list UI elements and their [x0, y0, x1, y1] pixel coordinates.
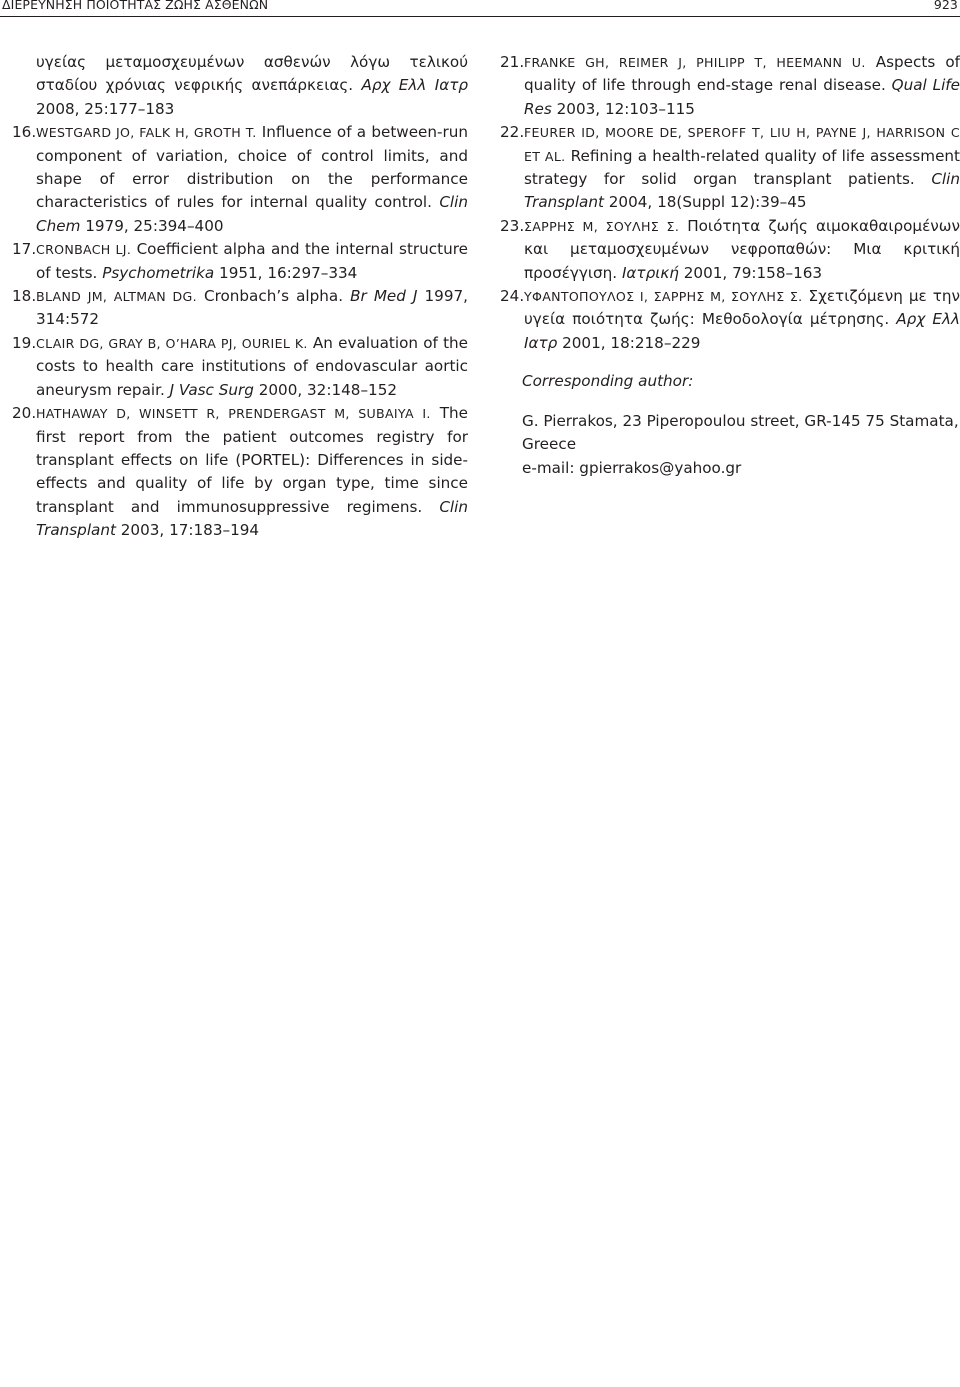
reference-15-continuation: υγείας μεταμοσχευμένων ασθενών λόγω τελικού σταδίου χρόνιας νεφρικής ανεπάρκειας. Αρχ Ελλ Ιατρ 2008, 25:177–183 [36, 53, 468, 118]
reference-title: Σχετιζόμενη με την υγεία ποιότητα ζωής: Μεθοδολογία μέτρησης. [524, 287, 960, 329]
journal-title: Αρχ Ελλ Ιατρ [361, 76, 468, 95]
reference-details: 2003, 12:103–115 [551, 99, 695, 118]
correspondence-address: G. Pierrakos, 23 Piperopoulou street, GR-145 75 Stamata, Greece [522, 411, 959, 454]
running-title: ΔΙΕΡΕΥΝΗΣΗ ΠΟΙΟΤΗΤΑΣ ΖΩΗΣ ΑΣΘΕΝΩΝ [2, 0, 269, 12]
reference-title: Ποιότητα ζωής αιμοκαθαιρομένων και μεταμοσχευμένων νεφροπαθών: Μια κριτική προσέγγιση. [524, 216, 960, 282]
journal-title: J Vasc Surg [169, 380, 254, 399]
reference-title: Influence of a between-run component of variation, choice of control limits, and shape of error distribution on the performance characteristics of rules for internal quality control. [36, 123, 468, 212]
reference-number: 20. [12, 404, 37, 423]
reference-18 [12, 285, 468, 332]
reference-22 [500, 121, 960, 215]
reference-authors: ΣΑΡΡΗΣ Μ, ΣΟΥΛΗΣ Σ. [524, 218, 680, 234]
reference-number: 17. [12, 240, 37, 259]
reference-authors: ΥΦΑΝΤΟΠΟΥΛΟΣ Ι, ΣΑΡΡΗΣ Μ, ΣΟΥΛΗΣ Σ. [524, 289, 803, 305]
reference-number: 18. [12, 287, 37, 306]
reference-details: 1979, 25:394–400 [80, 216, 224, 235]
reference-authors: BLAND JM, ALTMAN DG. [36, 289, 197, 305]
reference-details: 2003, 17:183–194 [115, 521, 260, 540]
reference-number: 24. [500, 287, 525, 306]
reference-number: 16. [12, 123, 37, 142]
reference-title: An evaluation of the costs to health care institutions of endovascular aortic aneurysm repair. [36, 333, 468, 399]
reference-16 [12, 121, 468, 238]
reference-authors: CRONBACH LJ. [36, 242, 132, 258]
reference-number: 22. [500, 123, 525, 142]
reference-21 [500, 51, 960, 121]
correspondence-heading: Corresponding author: [522, 372, 694, 391]
reference-details: 2004, 18(Suppl 12):39–45 [603, 193, 807, 212]
reference-number: 19. [12, 333, 37, 352]
reference-details: 1997, 314:572 [36, 287, 468, 329]
reference-authors: HATHAWAY D, WINSETT R, PRENDERGAST M, SUBAIYA I. [36, 406, 431, 422]
reference-authors: FRANKE GH, REIMER J, PHILIPP T, HEEMANN U. [524, 55, 866, 70]
journal-title: Qual Life Res [524, 76, 960, 118]
reference-title: The first report from the patient outcomes registry for transplant effects on life (PORTEL): Differences in side-effects and quality of life by organ type, time since transplant and immunosuppressive regimens. [36, 404, 468, 516]
journal-title: Ιατρική [621, 263, 679, 282]
correspondence-email: e-mail: gpierrakos@yahoo.gr [522, 458, 742, 477]
reference-authors: CLAIR DG, GRAY B, O’HARA PJ, OURIEL K. [36, 335, 308, 351]
reference-authors: FEURER ID, MOORE DE, SPEROFF T, LIU H, PAYNE J, HARRISON C ET AL. [524, 125, 960, 164]
reference-title: Refining a health-related quality of life assessment strategy for solid organ transplant patients. [524, 146, 960, 189]
running-header [2, 0, 958, 14]
reference-authors: WESTGARD JO, FALK H, GROTH T. [36, 125, 257, 141]
reference-title: Aspects of quality of life through end-stage renal disease. [524, 53, 960, 95]
reference-details: 2001, 18:218–229 [557, 333, 701, 352]
page-number: 923 [933, 0, 958, 12]
reference-17 [12, 238, 468, 285]
journal-title: Αρχ Ελλ Ιατρ [524, 310, 960, 352]
reference-details: 2000, 32:148–152 [253, 380, 398, 399]
reference-title: Coefficient alpha and the internal structure of tests. [36, 240, 468, 282]
reference-23 [500, 215, 960, 285]
reference-details: 2001, 79:158–163 [678, 263, 823, 282]
reference-column-right [500, 51, 960, 480]
reference-title: Cronbach’s alpha. [196, 287, 351, 306]
reference-20 [12, 402, 468, 542]
journal-title: Br Med J [350, 287, 418, 306]
reference-19 [12, 332, 468, 402]
reference-24 [500, 285, 960, 355]
journal-title: Clin Chem [36, 193, 468, 235]
reference-details: 1951, 16:297–334 [214, 263, 358, 282]
journal-title: Psychometrika [102, 263, 215, 282]
reference-column-left [12, 51, 468, 543]
correspondence-block [500, 370, 960, 480]
reference-number: 21. [500, 53, 525, 71]
reference-number: 23. [500, 216, 525, 235]
journal-title: Clin Transplant [36, 497, 468, 540]
journal-title: Clin Transplant [524, 170, 960, 212]
header-rule [0, 16, 960, 17]
